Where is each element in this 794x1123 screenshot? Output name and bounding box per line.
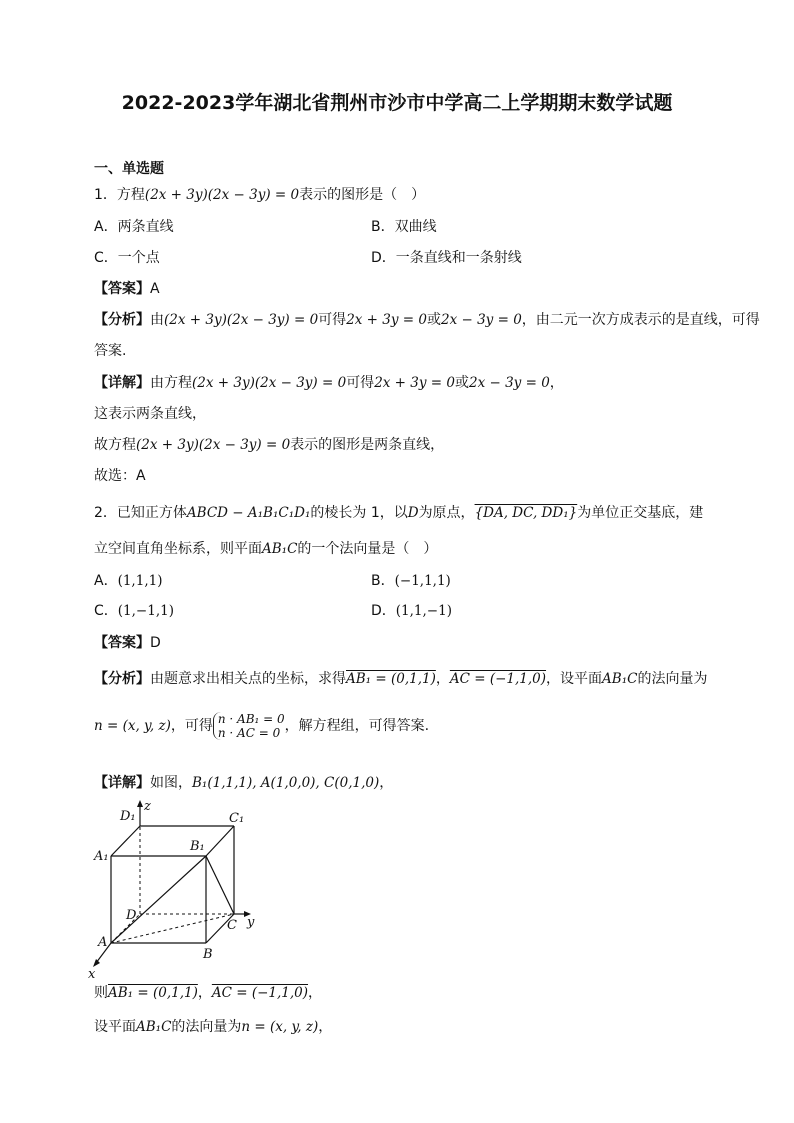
q2-option-c-letter: C． xyxy=(94,603,118,619)
q2-last-end: ， xyxy=(318,1019,333,1035)
q1-detail-line3 xyxy=(94,436,444,454)
q1-detail-d: ， xyxy=(549,375,564,391)
q2-option-c-value: (1,−1,1) xyxy=(117,603,174,619)
q2-then-line xyxy=(94,984,322,1002)
q1-detail xyxy=(94,374,564,392)
q2-option-b xyxy=(371,572,451,590)
label-z: z xyxy=(144,799,151,814)
q2-then-vector-ac: AC = (−1,1,0) xyxy=(211,985,309,1001)
q2-analysis-vector-ac: AC = (−1,1,0) xyxy=(449,671,547,687)
q1-detail-line3-b: 表示的图形是两条直线， xyxy=(290,437,445,453)
q2-stem-d: 为单位正交基底，建 xyxy=(577,505,704,521)
label-b: B xyxy=(203,947,213,962)
q2-option-b-value: (−1,1,1) xyxy=(394,573,451,589)
q2-option-d-letter: D． xyxy=(371,603,396,619)
q1-stem-equation: (2x + 3y)(2x − 3y) = 0 xyxy=(144,187,300,203)
q2-analysis-line2 xyxy=(94,712,429,740)
q2-last-plane: AB₁C xyxy=(136,1019,172,1035)
q2-stem-line2 xyxy=(94,540,437,558)
q2-analysis-a: 由题意求出相关点的坐标，求得 xyxy=(150,671,346,687)
q2-detail-label: 【详解】 xyxy=(94,775,150,791)
q2-stem-c: 为原点， xyxy=(418,505,475,521)
q1-answer-value: A xyxy=(150,281,160,297)
q1-detail-line3-a: 故方程 xyxy=(94,437,136,453)
q2-analysis-plane: AB₁C xyxy=(602,671,638,687)
q2-analysis-vector-ab1: AB₁ = (0,1,1) xyxy=(346,671,436,687)
q2-stem-b: 的棱长为 1，以 xyxy=(310,505,408,521)
page-title: 2022-2023学年湖北省荆州市沙市中学高二上学期期末数学试题 xyxy=(121,92,673,114)
q1-analysis-a: 由 xyxy=(150,312,164,328)
q1-analysis-label: 【分析】 xyxy=(94,312,150,328)
q2-answer-label: 【答案】 xyxy=(94,635,150,651)
q1-analysis-line2: 答案. xyxy=(94,343,127,359)
q1-option-d: D．一条直线和一条射线 xyxy=(371,250,522,266)
segment-b1-c xyxy=(206,856,234,914)
q2-stem-plane: AB₁C xyxy=(262,541,298,557)
q1-detail-eq3: 2x − 3y = 0 xyxy=(468,375,550,391)
q1-option-c: C．一个点 xyxy=(94,250,160,266)
q2-stem-cube: ABCD − A₁B₁C₁D₁ xyxy=(186,505,311,521)
q2-analysis-e: ，解方程组，可得答案. xyxy=(284,718,430,734)
q1-analysis-b: 可得 xyxy=(318,312,347,328)
q1-detail-c: 或 xyxy=(454,375,469,391)
q1-analysis-c: 或 xyxy=(426,312,441,328)
q2-then-a: 则 xyxy=(94,985,108,1001)
q1-number: 1． xyxy=(94,187,117,203)
q1-detail-eq2: 2x + 3y = 0 xyxy=(374,375,455,391)
label-c: C xyxy=(227,918,237,933)
q2-stem-basis: {DA, DC, DD₁} xyxy=(474,505,578,521)
q1-detail-eq1: (2x + 3y)(2x − 3y) = 0 xyxy=(192,375,347,391)
q1-analysis-eq1: (2x + 3y)(2x − 3y) = 0 xyxy=(164,312,319,328)
q2-stem-origin: D xyxy=(407,505,419,521)
q1-stem xyxy=(94,186,425,204)
label-c1: C₁ xyxy=(229,811,245,826)
q2-then-vector-ab1: AB₁ = (0,1,1) xyxy=(108,985,198,1001)
q2-detail-b: ， xyxy=(379,775,394,791)
q2-last-b: 的法向量为 xyxy=(171,1019,242,1035)
label-b1: B₁ xyxy=(190,839,205,854)
q1-stem-b: 表示的图形是（ ） xyxy=(299,187,426,203)
q2-answer-value: D xyxy=(150,635,161,651)
q2-detail-points: B₁(1,1,1), A(1,0,0), C(0,1,0) xyxy=(192,775,380,791)
q1-analysis xyxy=(94,311,760,329)
q2-option-c xyxy=(94,602,174,620)
q1-analysis-d: ，由二元一次方成表示的是直线，可得 xyxy=(521,312,760,328)
q2-option-d xyxy=(371,602,452,620)
x-axis-arrow-icon xyxy=(93,959,100,967)
q2-stem-a: 已知正方体 xyxy=(116,505,187,521)
q1-stem-a: 方程 xyxy=(116,187,145,203)
q2-number: 2． xyxy=(94,505,117,521)
q2-option-a-value: (1,1,1) xyxy=(117,573,163,589)
z-axis-arrow-icon xyxy=(137,800,143,807)
q1-analysis-eq2: 2x + 3y = 0 xyxy=(346,312,427,328)
q1-detail-line3-eq: (2x + 3y)(2x − 3y) = 0 xyxy=(136,437,291,453)
q2-detail-line1 xyxy=(94,774,393,792)
q2-option-d-value: (1,1,−1) xyxy=(395,603,452,619)
q2-option-b-letter: B． xyxy=(371,573,395,589)
q2-system-eq1: n · AB₁ = 0 xyxy=(217,712,285,726)
q2-detail-a: 如图， xyxy=(150,775,192,791)
q2-stem-line2-a: 立空间直角坐标系，则平面 xyxy=(94,541,262,557)
q1-choice: 故选：A xyxy=(94,468,146,484)
q2-system-eq2: n · AC = 0 xyxy=(217,726,281,740)
q2-analysis-d: ，可得 xyxy=(170,718,213,734)
q1-option-a: A．两条直线 xyxy=(94,219,174,235)
label-a: A xyxy=(98,935,108,950)
q1-answer xyxy=(94,280,160,298)
q1-detail-a: 由方程 xyxy=(150,375,192,391)
q2-option-a-letter: A． xyxy=(94,573,118,589)
q1-option-b: B．双曲线 xyxy=(371,219,437,235)
edge-b1-c1 xyxy=(206,826,234,856)
q2-equation-system xyxy=(213,712,285,740)
q2-analysis-line1 xyxy=(94,670,707,688)
q2-option-a xyxy=(94,572,162,590)
q2-then-sep: ， xyxy=(197,985,212,1001)
label-d: D xyxy=(126,908,137,923)
q2-analysis-label: 【分析】 xyxy=(94,671,150,687)
q1-detail-label: 【详解】 xyxy=(94,375,150,391)
edge-a1-d1 xyxy=(111,826,140,856)
q2-analysis-normal: n = (x, y, z) xyxy=(94,718,171,734)
q1-answer-label: 【答案】 xyxy=(94,281,150,297)
q2-stem-line2-b: 的一个法向量是（ ） xyxy=(297,541,438,557)
q2-analysis-b: ，设平面 xyxy=(546,671,603,687)
q1-analysis-eq3: 2x − 3y = 0 xyxy=(440,312,522,328)
q2-then-end: ， xyxy=(308,985,323,1001)
q1-detail-b: 可得 xyxy=(346,375,375,391)
label-x: x xyxy=(88,967,96,980)
q2-analysis-c: 的法向量为 xyxy=(637,671,708,687)
segment-a-b1 xyxy=(111,856,206,943)
section-heading: 一、单选题 xyxy=(94,161,164,177)
cube-figure xyxy=(86,798,276,980)
label-y: y xyxy=(247,915,255,930)
q2-analysis-sep: ， xyxy=(435,671,450,687)
q1-detail-line2: 这表示两条直线， xyxy=(94,406,206,422)
q2-last-normal: n = (x, y, z) xyxy=(241,1019,319,1035)
q2-last-a: 设平面 xyxy=(94,1019,136,1035)
label-a1: A₁ xyxy=(94,849,109,864)
q2-last-line xyxy=(94,1018,332,1036)
q2-stem-line1 xyxy=(94,504,703,522)
q2-answer xyxy=(94,634,161,652)
label-d1: D₁ xyxy=(120,809,136,824)
